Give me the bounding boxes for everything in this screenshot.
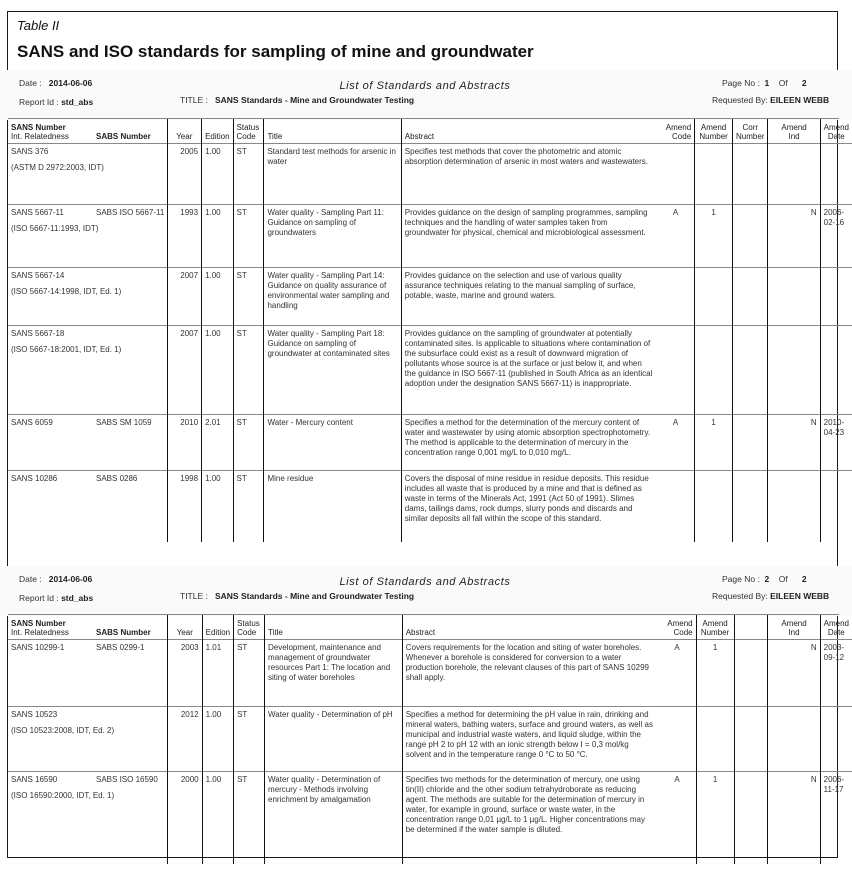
title-value: SANS Standards - Mine and Groundwater Testing bbox=[214, 95, 415, 105]
corr-number-cell bbox=[733, 143, 768, 204]
sans-number: SANS 5667-11 bbox=[11, 207, 64, 217]
sans-cell bbox=[8, 267, 167, 325]
code-label: Code bbox=[237, 627, 257, 637]
edition-cell: 1.00 bbox=[202, 325, 233, 414]
amend-number-cell: 1 bbox=[696, 639, 734, 706]
ind-label: Ind bbox=[788, 627, 800, 637]
amend-code-cell: A bbox=[674, 774, 680, 784]
amend-ind-cell bbox=[768, 143, 820, 204]
sans-cell bbox=[8, 325, 167, 414]
col-amend-ind bbox=[768, 119, 820, 143]
int-relatedness: (ISO 5667-18:2001, IDT, Ed. 1) bbox=[11, 344, 122, 354]
status-cell: ST bbox=[233, 414, 264, 470]
abstract-cell: Specifies test methods that cover the photometric and atomic absorption determination of arsenic in most waters and wastewaters. bbox=[401, 143, 657, 204]
report-title: List of Standards and Abstracts bbox=[339, 80, 511, 92]
table-label: Table II bbox=[17, 18, 60, 33]
corr-number-cell bbox=[733, 267, 768, 325]
code-label: Code bbox=[672, 131, 692, 141]
sans-cell bbox=[8, 204, 167, 267]
status-cell: ST bbox=[233, 267, 264, 325]
col-amend-date bbox=[820, 615, 852, 639]
sans-cell bbox=[8, 706, 168, 771]
status-cell: ST bbox=[234, 706, 265, 771]
status-cell: ST bbox=[234, 771, 265, 864]
sabs-number-header: SABS Number bbox=[96, 627, 151, 637]
int-relatedness: (ISO 5667-11:1993, IDT) bbox=[11, 223, 99, 233]
corr-number-cell bbox=[734, 706, 768, 771]
date-label: Date bbox=[827, 131, 845, 141]
report-id bbox=[19, 97, 93, 107]
col-title: Title bbox=[265, 615, 403, 639]
amend-number-cell bbox=[695, 325, 733, 414]
report-id bbox=[19, 593, 93, 603]
amend-ind-cell bbox=[768, 325, 820, 414]
status-label: Status bbox=[236, 122, 260, 132]
of-label: Of bbox=[778, 78, 788, 88]
col-amend-code bbox=[658, 615, 696, 639]
amend-date-cell: 2003-09-12 bbox=[820, 639, 852, 706]
abstract-cell: Specifies a method for determining the pH value in rain, drinking and mineral waters, bathing waters, surface and ground waters, as well as municipal and industrial waste waters, and liquid sludge, within the range pH 2 to pH 12 with an ionic strength below I = 0,3 mol/kg solvent and in the temperature range 0 °C to 50 °C. bbox=[402, 706, 658, 771]
col-status-code bbox=[234, 615, 265, 639]
status-cell: ST bbox=[233, 204, 264, 267]
requested-by-label: Requested By: bbox=[712, 95, 768, 105]
int-relatedness: (ISO 5667-14:1998, IDT, Ed. 1) bbox=[11, 286, 122, 296]
edition-cell: 1.01 bbox=[202, 639, 233, 706]
number-label: Number bbox=[736, 131, 765, 141]
amend-date-cell bbox=[820, 325, 852, 414]
sans-number: SANS 10286 bbox=[11, 473, 58, 483]
standards-table bbox=[8, 119, 852, 542]
date-value: 2014-06-06 bbox=[48, 78, 93, 88]
sabs-number: SABS 0286 bbox=[96, 473, 138, 483]
sans-number-header: SANS Number bbox=[11, 122, 66, 132]
year-cell: 2007 bbox=[167, 267, 202, 325]
abstract-cell: Specifies a method for the determination of the mercury content of water and wastewater by using atomic absorption spectrophotometry. The method is applicable to the determination of mercury in the concentration range 0,001 mg/L to 0,010 mg/L. bbox=[401, 414, 657, 470]
table-row bbox=[8, 204, 852, 267]
table-row bbox=[8, 325, 852, 414]
ind-label: Ind bbox=[788, 131, 800, 141]
amend-ind-cell: N bbox=[768, 414, 820, 470]
report-date bbox=[19, 574, 92, 584]
report-subject bbox=[180, 95, 414, 105]
title-cell: Development, maintenance and management of groundwater resources Part 1: The location and siting of water boreholes bbox=[265, 639, 403, 706]
year-cell: 2000 bbox=[168, 771, 203, 864]
report-title: List of Standards and Abstracts bbox=[339, 576, 511, 588]
report-id-label: Report Id : bbox=[19, 97, 59, 107]
title-cell: Water quality - Sampling Part 18: Guidance on sampling of groundwater at contaminated sites bbox=[264, 325, 401, 414]
corr-number-cell bbox=[733, 470, 768, 542]
abstract-cell: Covers requirements for the location and siting of water boreholes. Whenever a borehole is considered for conversion to a water production borehole, the relevant clauses of this part of SANS 10299 shall apply. bbox=[402, 639, 658, 706]
corr-label: Corr bbox=[742, 122, 759, 132]
amend-label: Amend bbox=[700, 122, 727, 132]
corr-number-cell bbox=[734, 639, 768, 706]
title-cell: Water - Mercury content bbox=[264, 414, 401, 470]
amend-number-cell bbox=[695, 143, 733, 204]
corr-number-cell bbox=[733, 325, 768, 414]
amend-label: Amend bbox=[823, 618, 849, 628]
amend-date-cell bbox=[820, 470, 852, 542]
col-corr-number bbox=[733, 119, 768, 143]
amend-ind-cell: N bbox=[768, 639, 820, 706]
edition-cell: 1.00 bbox=[202, 706, 233, 771]
col-amend-number bbox=[695, 119, 733, 143]
amend-code-cell: A bbox=[674, 642, 680, 652]
col-corr-number bbox=[734, 615, 768, 639]
col-year: Year bbox=[167, 119, 202, 143]
amend-ind-cell: N bbox=[768, 204, 820, 267]
sans-number: SANS 10299-1 bbox=[11, 642, 65, 652]
corr-number-cell bbox=[733, 414, 768, 470]
col-abstract: Abstract bbox=[402, 615, 658, 639]
abstract-cell: Covers the disposal of mine residue in residue deposits. This residue includes all waste that is produced by a mine and that is defined as waste in terms of the Minerals Act, 1991 (Act 50 of 1991). Slimes dams, tailings dams, rock dumps, slurry ponds and discards and similar deposits all fall within the scope of this standard. bbox=[401, 470, 657, 542]
requested-by bbox=[712, 95, 829, 105]
amend-number-cell: 1 bbox=[696, 771, 734, 864]
abstract-cell: Specifies two methods for the determination of mercury, one using tin(II) chloride and the other sodium tetrahydroborate as reducing agent. The methods are suitable for the determination of mercury in water, for example in ground, surface or waste water, in the concentration range 0,01 µg/L to 1 µg/L. Higher concentrations may be determined if the water sample is diluted. bbox=[402, 771, 658, 864]
edition-cell: 1.00 bbox=[202, 470, 233, 542]
amend-label: Amend bbox=[823, 122, 849, 132]
corr-number-cell bbox=[733, 204, 768, 267]
sabs-number: SABS ISO 5667-11 bbox=[96, 207, 165, 217]
corr-number-cell bbox=[734, 771, 768, 864]
table-row bbox=[8, 639, 852, 706]
sans-number-header: SANS Number bbox=[11, 618, 66, 628]
amend-date-cell bbox=[820, 267, 852, 325]
edition-cell: 2.01 bbox=[202, 414, 233, 470]
title-cell: Water quality - Sampling Part 11: Guidance on sampling of groundwaters bbox=[264, 204, 401, 267]
title-cell: Water quality - Determination of pH bbox=[265, 706, 403, 771]
amend-date-cell: 2006-02-16 bbox=[820, 204, 852, 267]
table-row bbox=[8, 771, 852, 864]
page-no-value: 2 bbox=[764, 574, 770, 584]
status-label: Status bbox=[237, 618, 260, 628]
date-label: Date bbox=[827, 627, 845, 637]
report-id-value: std_abs bbox=[61, 97, 94, 107]
page-total: 2 bbox=[801, 78, 807, 88]
amend-number-cell: 1 bbox=[695, 414, 733, 470]
date-label: Date : bbox=[19, 574, 42, 584]
int-relatedness-header: Int. Relatedness bbox=[11, 627, 69, 637]
table-row bbox=[8, 143, 852, 204]
requested-by-value: EILEEN WEBB bbox=[770, 95, 830, 105]
col-edition: Edition bbox=[202, 615, 233, 639]
title-cell: Water quality - Sampling Part 14: Guidance on quality assurance of environmental water sampling and handling bbox=[264, 267, 401, 325]
title-cell: Mine residue bbox=[264, 470, 401, 542]
year-cell: 2003 bbox=[168, 639, 203, 706]
requested-by bbox=[712, 591, 829, 601]
amend-code-cell: A bbox=[672, 417, 679, 427]
amend-label: Amend bbox=[667, 618, 693, 628]
table-header-row bbox=[8, 615, 852, 639]
sabs-number-header: SABS Number bbox=[96, 131, 151, 141]
col-amend-number bbox=[696, 615, 734, 639]
table-row bbox=[8, 470, 852, 542]
edition-cell: 1.00 bbox=[202, 771, 233, 864]
report-header bbox=[0, 70, 852, 120]
requested-by-label: Requested By: bbox=[712, 591, 768, 601]
page-total: 2 bbox=[801, 574, 807, 584]
table-header-row bbox=[8, 119, 852, 143]
amend-date-cell bbox=[820, 143, 852, 204]
page-number bbox=[722, 574, 807, 584]
year-cell: 2007 bbox=[167, 325, 202, 414]
code-label: Code bbox=[673, 627, 693, 637]
col-sans-number bbox=[8, 119, 167, 143]
amend-label: Amend bbox=[781, 618, 807, 628]
page-no-label: Page No : bbox=[722, 78, 760, 88]
sans-number: SANS 5667-18 bbox=[11, 328, 65, 338]
amend-code-cell: A bbox=[672, 207, 679, 217]
abstract-cell: Provides guidance on the sampling of groundwater at potentially contaminated sites. Is applicable to situations where contamination of the subsurface could exist as a result of downward migration of pollutants whose source is at the surface or just below it, and when the guidance in ISO 5667-11 (published in South Africa as an identical adoption under the designation SANS 5667-11) is inappropriate. bbox=[401, 325, 657, 414]
report-id-value: std_abs bbox=[61, 593, 94, 603]
col-amend-ind bbox=[768, 615, 820, 639]
table-caption bbox=[8, 12, 837, 71]
status-cell: ST bbox=[233, 470, 264, 542]
col-title: Title bbox=[264, 119, 401, 143]
status-cell: ST bbox=[234, 639, 265, 706]
amend-code-cell bbox=[658, 706, 696, 771]
report-date bbox=[19, 78, 92, 88]
year-cell: 2012 bbox=[168, 706, 203, 771]
amend-date-cell: 2006-11-17 bbox=[820, 771, 852, 864]
amend-label: Amend bbox=[702, 618, 728, 628]
sans-number: SANS 10523 bbox=[11, 709, 58, 719]
amend-ind-cell: N bbox=[768, 771, 820, 864]
report-header bbox=[0, 566, 852, 616]
int-relatedness-header: Int. Relatedness bbox=[11, 131, 69, 141]
amend-code-cell bbox=[657, 325, 695, 414]
report-subject bbox=[180, 591, 414, 601]
amend-number-cell bbox=[695, 267, 733, 325]
col-abstract: Abstract bbox=[401, 119, 657, 143]
title-label: TITLE : bbox=[180, 591, 208, 601]
sans-number: SANS 5667-14 bbox=[11, 270, 65, 280]
sabs-number: SABS 0299-1 bbox=[96, 642, 145, 652]
year-cell: 1998 bbox=[167, 470, 202, 542]
amend-label: Amend bbox=[665, 122, 692, 132]
edition-cell: 1.00 bbox=[202, 204, 233, 267]
requested-by-value: EILEEN WEBB bbox=[770, 591, 830, 601]
number-label: Number bbox=[700, 627, 730, 637]
amend-code-cell bbox=[657, 143, 695, 204]
title-cell: Standard test methods for arsenic in water bbox=[264, 143, 401, 204]
edition-cell: 1.00 bbox=[202, 267, 233, 325]
page-number bbox=[722, 78, 807, 88]
status-cell: ST bbox=[233, 325, 264, 414]
edition-cell: 1.00 bbox=[202, 143, 233, 204]
int-relatedness: (ISO 16590:2000, IDT, Ed. 1) bbox=[11, 790, 115, 800]
title-label: TITLE : bbox=[180, 95, 208, 105]
year-cell: 1993 bbox=[167, 204, 202, 267]
col-amend-date bbox=[820, 119, 852, 143]
amend-ind-cell bbox=[768, 267, 820, 325]
amend-number-cell bbox=[696, 706, 734, 771]
page-no-label: Page No : bbox=[722, 574, 760, 584]
standards-table bbox=[8, 615, 852, 864]
col-year: Year bbox=[168, 615, 203, 639]
amend-ind-cell bbox=[768, 470, 820, 542]
abstract-cell: Provides guidance on the selection and use of various quality assurance techniques relating to the manual sampling of surface, potable, waste, marine and ground waters. bbox=[401, 267, 657, 325]
sabs-number: SABS ISO 16590 bbox=[96, 774, 158, 784]
title-cell: Water quality - Determination of mercury - Methods involving enrichment by amalgamation bbox=[265, 771, 403, 864]
sans-number: SANS 376 bbox=[11, 146, 49, 156]
page-no-value: 1 bbox=[764, 78, 770, 88]
amend-date-cell: 2010-04-23 bbox=[820, 414, 852, 470]
sans-cell bbox=[8, 639, 168, 706]
sans-cell bbox=[8, 771, 168, 864]
sans-cell bbox=[8, 470, 167, 542]
int-relatedness: (ASTM D 2972:2003, IDT) bbox=[11, 162, 104, 172]
amend-ind-cell bbox=[768, 706, 820, 771]
year-cell: 2010 bbox=[167, 414, 202, 470]
table-title: SANS and ISO standards for sampling of mine and groundwater bbox=[17, 42, 534, 61]
date-value: 2014-06-06 bbox=[48, 574, 93, 584]
sans-number: SANS 16590 bbox=[11, 774, 58, 784]
sans-cell bbox=[8, 143, 167, 204]
report-id-label: Report Id : bbox=[19, 593, 59, 603]
int-relatedness: (ISO 10523:2008, IDT, Ed. 2) bbox=[11, 725, 115, 735]
code-label: Code bbox=[236, 131, 256, 141]
amend-date-cell bbox=[820, 706, 852, 771]
col-sans-number bbox=[8, 615, 168, 639]
sabs-number: SABS SM 1059 bbox=[96, 417, 152, 427]
sans-number: SANS 6059 bbox=[11, 417, 53, 427]
number-label: Number bbox=[699, 131, 728, 141]
amend-code-cell bbox=[657, 470, 695, 542]
status-cell: ST bbox=[233, 143, 264, 204]
amend-label: Amend bbox=[781, 122, 807, 132]
table-row bbox=[8, 267, 852, 325]
year-cell: 2005 bbox=[167, 143, 202, 204]
date-label: Date : bbox=[19, 78, 42, 88]
table-row bbox=[8, 414, 852, 470]
table-row bbox=[8, 706, 852, 771]
amend-code-cell bbox=[657, 267, 695, 325]
amend-number-cell bbox=[695, 470, 733, 542]
col-edition: Edition bbox=[202, 119, 233, 143]
of-label: Of bbox=[778, 574, 788, 584]
amend-number-cell: 1 bbox=[695, 204, 733, 267]
sans-cell bbox=[8, 414, 167, 470]
abstract-cell: Provides guidance on the design of sampling programmes, sampling techniques and the handling of water samples taken from groundwater for physical, chemical and microbiological assessment. bbox=[401, 204, 657, 267]
col-status-code bbox=[233, 119, 264, 143]
col-amend-code bbox=[657, 119, 695, 143]
title-value: SANS Standards - Mine and Groundwater Testing bbox=[214, 591, 415, 601]
